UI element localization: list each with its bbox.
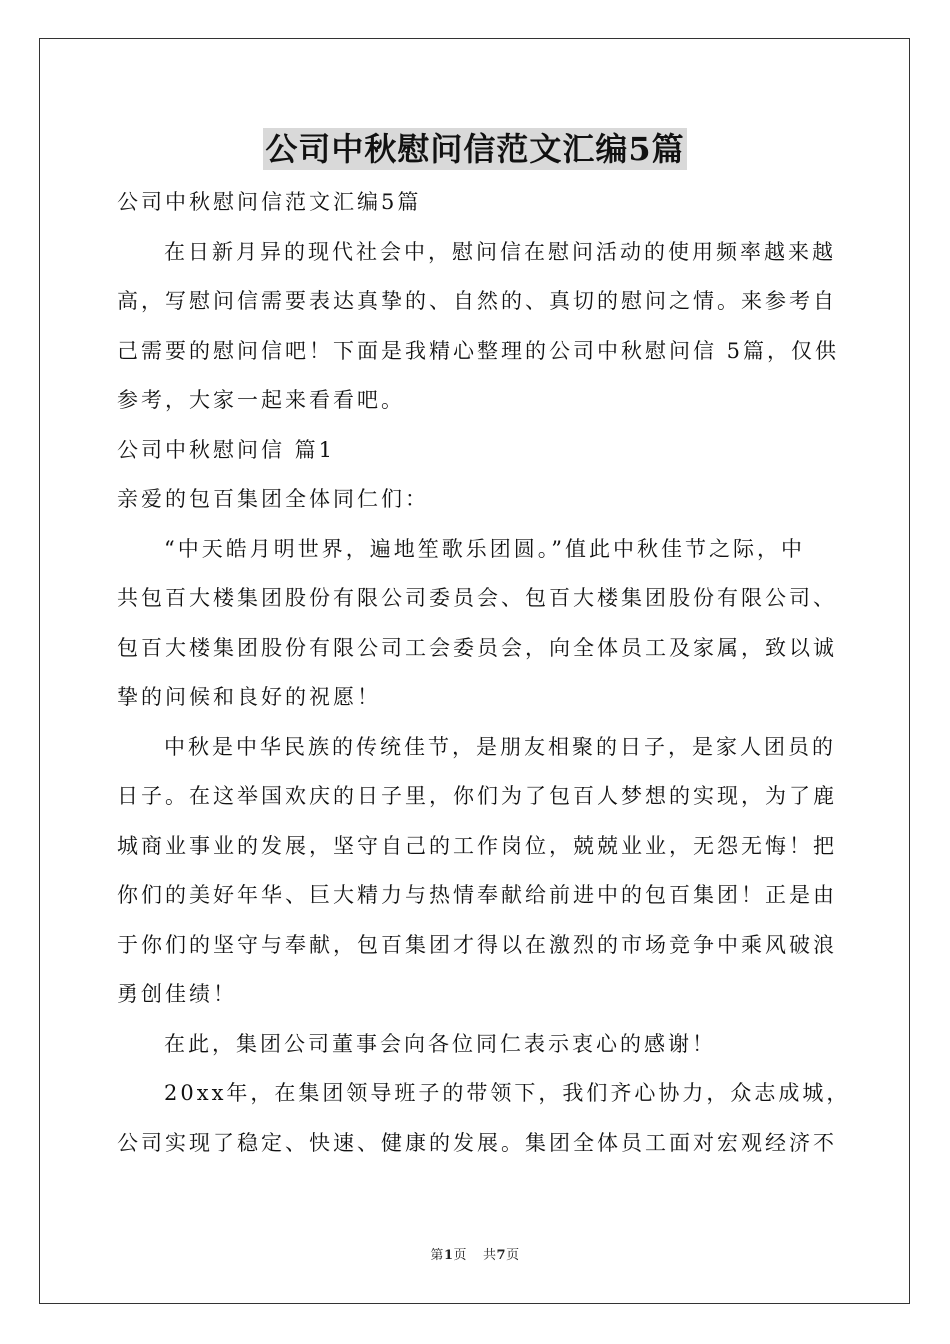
body-line: 包百大楼集团股份有限公司工会委员会，向全体员工及家属，致以诚 — [117, 635, 837, 660]
body-line: 公司中秋慰问信范文汇编5篇 — [117, 190, 422, 214]
body-line: 己需要的慰问信吧！下面是我精心整理的公司中秋慰问信 5篇，仅供 — [117, 338, 840, 363]
body-line: 于你们的坚守与奉献，包百集团才得以在激烈的市场竞争中乘风破浪 — [117, 932, 837, 957]
body-line: 中秋是中华民族的传统佳节，是朋友相聚的日子，是家人团员的 — [164, 734, 836, 759]
footer-page-suffix: 页 — [453, 1248, 467, 1263]
footer-page-prefix: 第 — [430, 1248, 444, 1263]
body-line: “中天皓月明世界，遍地笙歌乐团圆。”值此中秋佳节之际，中 — [164, 536, 805, 561]
body-line: 日子。在这举国欢庆的日子里，你们为了包百人梦想的实现，为了鹿 — [117, 784, 837, 808]
title-container — [0, 128, 950, 170]
body-line: 高，写慰问信需要表达真挚的、自然的、真切的慰问之情。来参考自 — [117, 289, 837, 313]
body-line: 公司实现了稳定、快速、健康的发展。集团全体员工面对宏观经济不 — [117, 1130, 837, 1155]
document-title: 公司中秋慰问信范文汇编5篇 — [265, 130, 685, 168]
section-heading: 公司中秋慰问信 篇1 — [117, 437, 336, 462]
document-body — [117, 178, 851, 1168]
body-line: 20xx年，在集团领导班子的带领下，我们齐心协力，众志成城， — [164, 1081, 851, 1105]
body-line: 你们的美好年华、巨大精力与热情奉献给前进中的包百集团！正是由 — [117, 883, 837, 907]
footer-total-prefix: 共 — [483, 1248, 497, 1263]
footer-page-total: 7 — [496, 1248, 507, 1263]
body-line: 共包百大楼集团股份有限公司委员会、包百大楼集团股份有限公司、 — [117, 586, 837, 610]
body-line: 挚的问候和良好的祝愿！ — [117, 685, 381, 709]
body-line: 城商业事业的发展，坚守自己的工作岗位，兢兢业业，无怨无悔！把 — [117, 833, 837, 858]
body-line: 参考，大家一起来看看吧。 — [117, 388, 405, 412]
page-footer — [0, 1244, 950, 1263]
body-line: 在日新月异的现代社会中，慰问信在慰问活动的使用频率越来越 — [164, 239, 836, 264]
footer-total-suffix: 页 — [506, 1248, 520, 1263]
footer-page-current: 1 — [443, 1248, 454, 1263]
salutation: 亲爱的包百集团全体同仁们： — [117, 487, 429, 511]
body-line: 勇创佳绩！ — [117, 982, 237, 1006]
body-line: 在此，集团公司董事会向各位同仁表示衷心的感谢！ — [164, 1031, 716, 1056]
